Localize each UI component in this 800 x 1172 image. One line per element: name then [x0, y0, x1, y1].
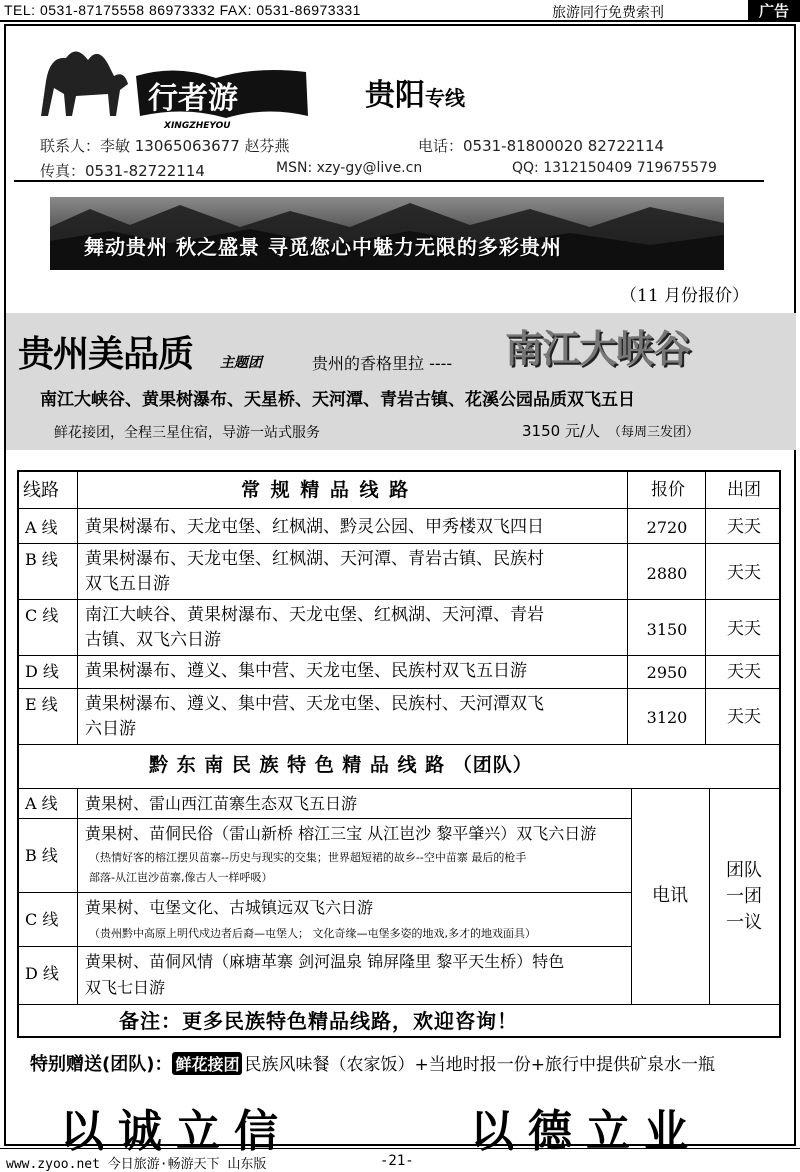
ethnic-section-title: 黔 东 南 民 族 特 色 精 品 线 路 （团队）	[149, 754, 533, 776]
page-footer	[0, 1148, 800, 1172]
svg-text:行者游: 行者游	[148, 81, 238, 116]
featured-schedule: （每周三发团）	[608, 425, 700, 440]
contact-msn: MSN: xzy-gy@live.cn	[276, 160, 423, 176]
agency-logo	[36, 36, 336, 131]
ethnic-row-note: （贵州黔中高原上明代戍边者后裔—屯堡人； 文化奇缘—屯堡多姿的地戏,多才的地戏面具）	[89, 927, 536, 940]
featured-service: 鲜花接团，全程三星住宿，导游一站式服务	[54, 425, 320, 441]
row-desc-cont: 双飞五日游	[85, 574, 170, 594]
ethnic-row-code: C 线	[25, 910, 59, 929]
ethnic-row-code: D 线	[25, 964, 59, 983]
row-departure: 天天	[727, 619, 761, 639]
ethnic-row-note: 部落-从江岜沙苗寨,像古人一样呼吸）	[89, 871, 273, 884]
featured-theme: 主题团	[220, 355, 262, 371]
row-price: 2950	[646, 663, 688, 682]
row-code: A 线	[25, 518, 58, 537]
table-remark: 备注：更多民族特色精品线路，欢迎咨询！	[119, 1009, 518, 1033]
featured-tagline: 贵州的香格里拉 ----	[312, 354, 453, 373]
route-city: 贵阳	[365, 78, 425, 113]
row-desc: 南江大峡谷、黄果树瀑布、天龙屯堡、红枫湖、天河潭、青岩	[85, 605, 544, 625]
row-code: B 线	[25, 550, 58, 569]
header-divider	[14, 180, 764, 182]
contact-qq: QQ: 1312150409 719675579	[512, 160, 717, 176]
featured-brand: 贵州美品质	[18, 333, 194, 375]
header-departure: 出团	[727, 480, 761, 500]
header-price: 报价	[651, 480, 685, 500]
row-price: 3120	[646, 708, 688, 727]
special-gift	[30, 1050, 715, 1076]
ethnic-departure-3: 一议	[726, 912, 762, 933]
featured-destination: 南江大峡谷	[505, 326, 691, 371]
ethnic-departure-1: 团队	[726, 860, 762, 881]
slogan-banner	[50, 197, 724, 270]
ethnic-price: 电讯	[652, 885, 688, 906]
motto-left: 以诚立信	[60, 1106, 292, 1157]
featured-price: 3150 元/人	[522, 422, 600, 440]
row-departure: 天天	[727, 707, 761, 727]
page-number: -21-	[380, 1153, 414, 1169]
top-bar	[0, 0, 800, 22]
route-table	[17, 470, 781, 1038]
ethnic-row-desc: 黄果树、雷山西江苗寨生态双飞五日游	[85, 794, 358, 813]
camel-logo-icon	[36, 36, 336, 131]
row-departure: 天天	[727, 662, 761, 682]
publication-tagline: 旅游同行免费索刊	[552, 5, 664, 21]
motto-right: 以德立业	[470, 1106, 702, 1157]
gift-text: 民族风味餐（农家饭）+当地时报一份+旅行中提供矿泉水一瓶	[244, 1055, 715, 1075]
gift-title: 特别赠送(团队)：	[30, 1054, 173, 1075]
featured-price-block	[522, 420, 699, 441]
flower-welcome-badge: 鲜花接团	[172, 1052, 242, 1075]
row-price: 2880	[646, 564, 688, 583]
row-desc-cont: 六日游	[85, 719, 136, 739]
row-code: D 线	[25, 662, 59, 681]
contact-fax: 传真：0531-82722114	[40, 162, 205, 180]
footer-site: www.zyoo.net 今日旅游·畅游天下 山东版	[6, 1157, 267, 1172]
ethnic-row-desc: 黄果树、苗侗民俗（雷山新桥 榕江三宝 从江岜沙 黎平肇兴）双飞六日游	[85, 824, 597, 843]
row-code: E 线	[25, 695, 58, 714]
svg-text:XINGZHEYOU: XINGZHEYOU	[164, 121, 231, 131]
ethnic-row-desc-cont: 双飞七日游	[85, 978, 166, 997]
row-desc: 黄果树瀑布、遵义、集中营、天龙屯堡、民族村双飞五日游	[85, 661, 527, 681]
row-desc: 黄果树瀑布、天龙屯堡、红枫湖、天河潭、青岩古镇、民族村	[85, 549, 544, 569]
row-price: 3150	[646, 620, 688, 639]
ethnic-row-desc: 黄果树、屯堡文化、古城镇远双飞六日游	[85, 898, 374, 917]
row-desc-cont: 古镇、双飞六日游	[85, 630, 221, 650]
contact-phone: 电话：0531-81800020 82722114	[418, 137, 665, 155]
ethnic-row-desc: 黄果树、苗侗风情（麻塘革寨 剑河温泉 锦屏隆里 黎平天生桥）特色	[85, 952, 565, 971]
header-regular-title: 常 规 精 品 线 路	[241, 479, 411, 501]
month-quote: （11 月份报价）	[620, 286, 750, 306]
route-title	[365, 70, 465, 114]
ethnic-row-note: （热情好客的榕江摆贝苗寨--历史与现实的交集；世界超短裙的故乡--空中苗寨 最后的枪手	[89, 851, 527, 864]
contact-persons: 联系人：李敏 13065063677 赵芬燕	[40, 137, 290, 155]
ad-badge: 广告	[748, 0, 800, 22]
featured-itinerary: 南江大峡谷、黄果树瀑布、天星桥、天河潭、青岩古镇、花溪公园品质双飞五日	[40, 390, 635, 410]
row-price: 2720	[646, 518, 688, 537]
row-code: C 线	[25, 606, 59, 625]
ethnic-departure-2: 一团	[726, 886, 762, 907]
ethnic-row-code: B 线	[25, 846, 58, 865]
row-departure: 天天	[727, 517, 761, 537]
row-desc: 黄果树瀑布、天龙屯堡、红枫湖、黔灵公园、甲秀楼双飞四日	[85, 517, 544, 537]
row-desc: 黄果树瀑布、遵义、集中营、天龙屯堡、民族村、天河潭双飞	[85, 694, 544, 714]
row-departure: 天天	[727, 563, 761, 583]
header-code: 线路	[23, 480, 59, 501]
banner-slogan: 舞动贵州 秋之盛景 寻觅您心中魅力无限的多彩贵州	[84, 235, 562, 259]
route-suffix: 专线	[425, 86, 465, 110]
ethnic-row-code: A 线	[25, 794, 58, 813]
top-contact-numbers: TEL: 0531-87175558 86973332 FAX: 0531-86973331	[4, 2, 361, 18]
